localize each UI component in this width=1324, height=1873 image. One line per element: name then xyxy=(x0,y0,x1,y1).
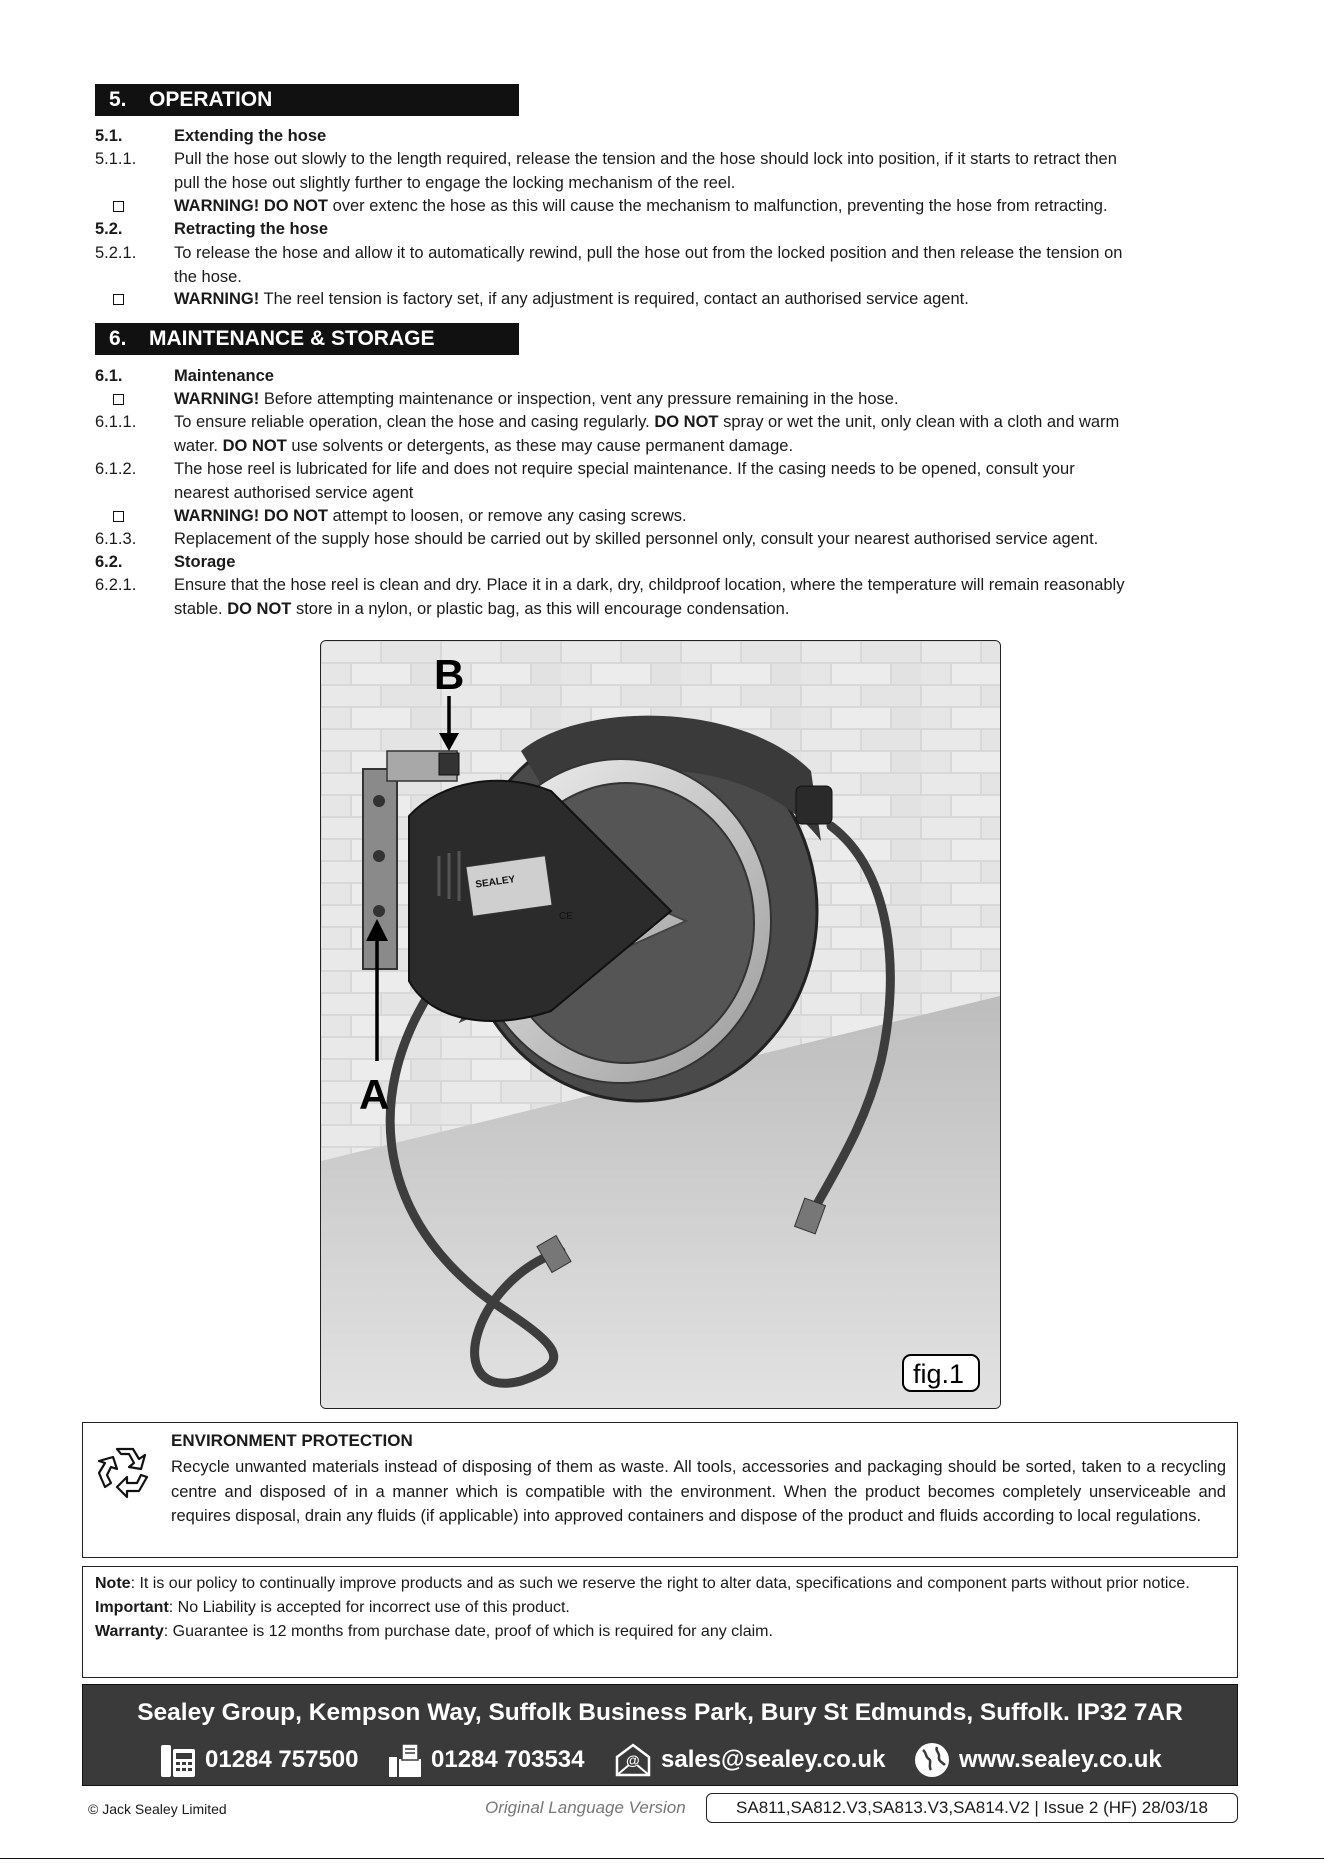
email-icon xyxy=(613,1741,653,1779)
item-number: 5.2.1. xyxy=(95,244,137,262)
paragraph-line: pull the hose out slightly further to engage the locking mechanism of the reel. xyxy=(174,173,736,192)
warning-item xyxy=(95,195,1230,219)
checkbox-bullet-icon xyxy=(113,201,124,212)
copyright: © Jack Sealey Limited xyxy=(88,1801,227,1817)
company-address: Sealey Group, Kempson Way, Suffolk Business Park, Bury St Edmunds, Suffolk. IP32 7AR xyxy=(137,1699,1183,1726)
subsection-title: Extending the hose xyxy=(174,127,327,145)
warning-label: WARNING! DO NOT xyxy=(174,507,328,525)
checkbox-bullet-icon xyxy=(113,394,124,405)
figure-caption: fig.1 xyxy=(913,1359,965,1389)
warning-item xyxy=(95,388,1230,412)
hose-outlet-guide xyxy=(796,786,832,824)
website-link[interactable]: www.sealey.co.uk xyxy=(959,1746,1162,1773)
warning-text: over extenc the hose as this will cause the mechanism to malfunction, preventing the hose from retracting. xyxy=(328,197,1108,215)
paragraph-6-1-2 xyxy=(95,458,1230,505)
note-label: Note xyxy=(95,1575,131,1592)
paragraph-line: the hose. xyxy=(174,267,242,286)
page-bottom-rule xyxy=(0,1858,1324,1873)
item-number: 5.1. xyxy=(95,127,123,145)
warning-text: attempt to loosen, or remove any casing screws. xyxy=(328,507,687,525)
checkbox-bullet-icon xyxy=(113,511,124,522)
paragraph-text: stable. xyxy=(174,599,228,618)
item-number: 6.1.3. xyxy=(95,530,137,548)
label-a: A xyxy=(359,1071,390,1118)
phone-number[interactable]: 01284 757500 xyxy=(205,1746,359,1773)
section-title: MAINTENANCE & STORAGE xyxy=(149,327,435,350)
paragraph-5-2-1 xyxy=(95,242,1230,289)
paragraph-text: use solvents or detergents, as these may cause permanent damage. xyxy=(286,436,794,455)
warning-text: The reel tension is factory set, if any adjustment is required, contact an authorised service agent. xyxy=(259,290,969,308)
section-number: 5. xyxy=(109,88,127,111)
ce-mark: CE xyxy=(559,911,573,922)
section-5-heading xyxy=(95,84,519,116)
paragraph-line: nearest authorised service agent xyxy=(174,483,414,502)
item-number: 5.2. xyxy=(95,220,123,238)
emphasis: DO NOT xyxy=(222,436,287,455)
note-text: : It is our policy to continually improve products and as such we reserve the right to alter data, specifications and component parts without prior notice. xyxy=(130,1575,1190,1592)
item-number: 6.2.1. xyxy=(95,576,137,594)
environment-title: ENVIRONMENT PROTECTION xyxy=(171,1431,413,1450)
contact-footer xyxy=(82,1684,1238,1786)
fax-icon xyxy=(387,1741,423,1779)
telephone-icon xyxy=(159,1741,197,1779)
subsection-5-2 xyxy=(95,218,1230,242)
hose-reel-figure xyxy=(320,640,1001,1409)
section-title: OPERATION xyxy=(149,88,273,111)
important-line xyxy=(95,1596,1225,1620)
paragraph-5-1-1 xyxy=(95,148,1230,195)
web-contact xyxy=(913,1741,1162,1779)
paragraph-6-1-3 xyxy=(95,528,1230,552)
important-text: : No Liability is accepted for incorrect use of this product. xyxy=(168,1599,570,1616)
note-line xyxy=(95,1572,1225,1596)
subsection-title: Storage xyxy=(174,553,236,571)
fax-number[interactable]: 01284 703534 xyxy=(431,1746,585,1773)
environment-protection-box xyxy=(82,1422,1238,1558)
paragraph-text: To ensure reliable operation, clean the hose and casing regularly. xyxy=(174,413,655,431)
subsection-title: Maintenance xyxy=(174,367,274,385)
model-version-box: SA811,SA812.V3,SA813.V3,SA814.V2 | Issue 2 (HF) 28/03/18 xyxy=(706,1793,1238,1823)
paragraph-line: Ensure that the hose reel is clean and dry. Place it in a dark, dry, childproof location, where the temperature will remain reasonably xyxy=(174,576,1125,594)
important-label: Important xyxy=(95,1599,169,1616)
notes-box xyxy=(82,1566,1238,1678)
item-number: 6.2. xyxy=(95,553,123,571)
warning-label: WARNING! xyxy=(174,290,260,308)
language-version: Original Language Version xyxy=(485,1798,686,1817)
paragraph-text: water. xyxy=(174,436,223,455)
section-6-heading xyxy=(95,323,519,355)
warranty-label: Warranty xyxy=(95,1623,164,1640)
svg-text:@: @ xyxy=(626,1752,640,1768)
environment-body: Recycle unwanted materials instead of disposing of them as waste. All tools, accessories and packaging should be sorted, taken to a recycling centre and disposed of in a manner which is compatible with the environment. When the product becomes completely unserviceable and requires disposal, drain any fluids (if applicable) into approved containers and dispose of the product and fluids according to local regulations. xyxy=(171,1458,1226,1525)
item-number: 6.1. xyxy=(95,367,123,385)
section-number: 6. xyxy=(109,327,127,350)
globe-icon xyxy=(913,1741,951,1779)
paragraph-line: The hose reel is lubricated for life and does not require special maintenance. If the casing needs to be opened, consult your xyxy=(174,460,1075,478)
emphasis: DO NOT xyxy=(654,413,719,431)
subsection-6-1 xyxy=(95,365,1230,389)
paragraph-6-1-1 xyxy=(95,411,1230,458)
subsection-title: Retracting the hose xyxy=(174,220,329,238)
emphasis: DO NOT xyxy=(227,599,292,618)
checkbox-bullet-icon xyxy=(113,294,124,305)
email-contact xyxy=(613,1741,885,1779)
paragraph-text: spray or wet the unit, only clean with a cloth and warm xyxy=(718,413,1120,431)
warning-item xyxy=(95,505,1230,529)
paragraph-line: To release the hose and allow it to automatically rewind, pull the hose out from the locked position and then release the tension on xyxy=(174,244,1123,262)
item-number: 5.1.1. xyxy=(95,150,137,168)
recycle-icon xyxy=(95,1441,155,1501)
paragraph-text: store in a nylon, or plastic bag, as this will encourage condensation. xyxy=(291,599,790,618)
label-b: B xyxy=(434,651,465,698)
warning-label: WARNING! DO NOT xyxy=(174,197,328,215)
item-number: 6.1.2. xyxy=(95,460,137,478)
warranty-line xyxy=(95,1620,1225,1644)
tension-nut xyxy=(439,753,459,775)
item-number: 6.1.1. xyxy=(95,413,137,431)
paragraph-text: Replacement of the supply hose should be carried out by skilled personnel only, consult your nearest authorised service agent. xyxy=(174,530,1099,548)
warning-label: WARNING! xyxy=(174,390,260,408)
warning-text: Before attempting maintenance or inspection, vent any pressure remaining in the hose. xyxy=(259,390,899,408)
paragraph-line: Pull the hose out slowly to the length required, release the tension and the hose should lock into position, if it starts to retract then xyxy=(174,150,1117,168)
fax-contact xyxy=(387,1741,585,1779)
warranty-text: : Guarantee is 12 months from purchase date, proof of which is required for any claim. xyxy=(163,1623,773,1640)
phone-contact xyxy=(159,1741,359,1779)
email-address[interactable]: sales@sealey.co.uk xyxy=(661,1746,886,1773)
hose-reel-illustration xyxy=(321,641,1000,1408)
subsection-5-1 xyxy=(95,125,1230,149)
subsection-6-2 xyxy=(95,551,1230,575)
warning-item xyxy=(95,288,1230,312)
paragraph-6-2-1 xyxy=(95,574,1230,621)
brand-logo: SEALEY xyxy=(474,874,516,891)
